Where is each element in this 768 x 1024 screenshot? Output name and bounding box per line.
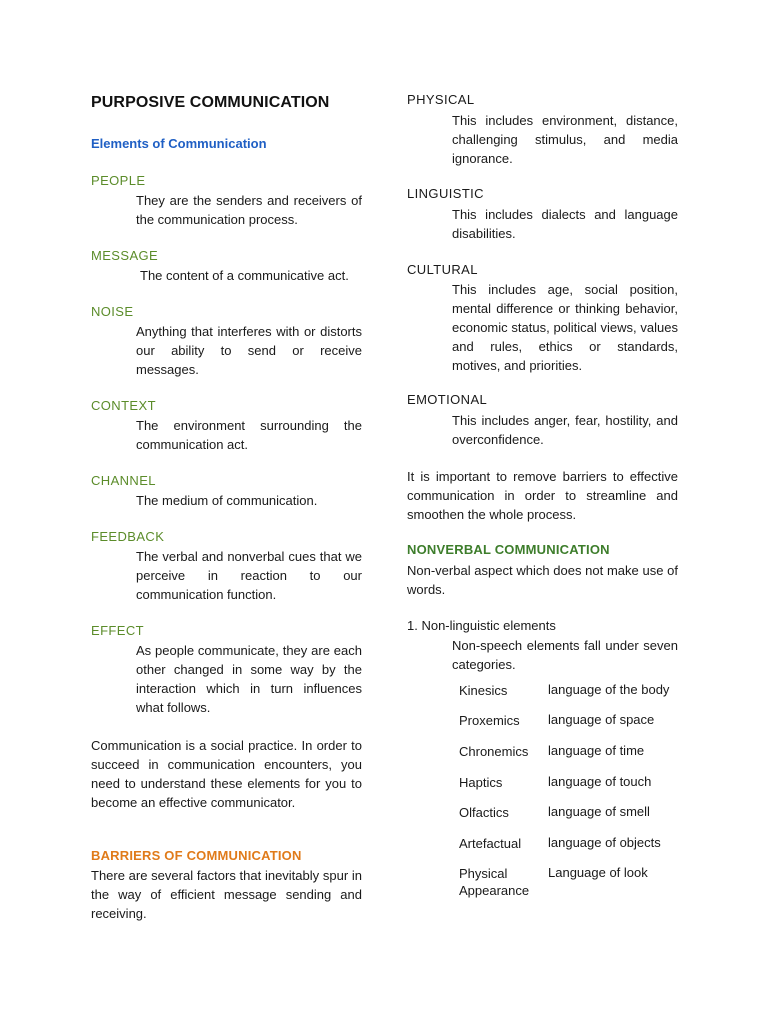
barriers-heading: BARRIERS OF COMMUNICATION (91, 848, 302, 863)
category-name: Olfactics (459, 805, 509, 820)
term-cultural: CULTURAL (407, 262, 478, 277)
category-name: Proxemics (459, 713, 520, 728)
term-feedback: FEEDBACK (91, 529, 165, 544)
def-cultural: This includes age, social position, mental difference or thinking behavior, economic status, political views, values and rules, ethics or standards, motives, and priorities. (452, 282, 678, 373)
term-effect: EFFECT (91, 623, 144, 638)
term-noise: NOISE (91, 304, 134, 319)
def-feedback: The verbal and nonverbal cues that we perceive in reaction to our communication function. (136, 549, 362, 602)
category-desc: Language of look (548, 865, 648, 880)
section-subtitle: Elements of Communication (91, 136, 267, 151)
category-name: Chronemics (459, 744, 529, 759)
category-desc: language of space (548, 712, 655, 727)
category-name: Physical Appearance (459, 866, 530, 898)
term-channel: CHANNEL (91, 473, 156, 488)
def-people: They are the senders and receivers of the communication process. (136, 193, 362, 227)
category-desc: language of the body (548, 682, 670, 697)
barriers-conclusion: It is important to remove barriers to effective communication in order to streamline and smoothen the whole process. (407, 469, 678, 522)
def-physical: This includes environment, distance, challenging stimulus, and media ignorance. (452, 113, 678, 166)
term-message: MESSAGE (91, 248, 159, 263)
category-desc: language of objects (548, 835, 661, 850)
category-name: Kinesics (459, 683, 508, 698)
term-physical: PHYSICAL (407, 92, 475, 107)
barriers-intro: There are several factors that inevitably spur in the way of efficient message sending and receiving. (91, 868, 362, 921)
category-desc: language of time (548, 743, 645, 758)
category-name: Artefactual (459, 836, 522, 851)
list-item-non-linguistic: 1. Non-linguistic elements (407, 618, 556, 633)
def-channel: The medium of communication. (136, 493, 318, 508)
def-context: The environment surrounding the communication act. (136, 418, 362, 452)
category-desc: language of touch (548, 774, 652, 789)
summary-paragraph: Communication is a social practice. In order to succeed in communication encounters, you need to understand these elements for you to become an effective communicator. (91, 738, 362, 810)
category-name: Haptics (459, 775, 503, 790)
def-linguistic: This includes dialects and language disabilities. (452, 207, 678, 241)
page-title: PURPOSIVE COMMUNICATION (91, 94, 330, 111)
category-desc: language of smell (548, 804, 650, 819)
nonverbal-intro: Non-verbal aspect which does not make use of words. (407, 563, 678, 597)
term-linguistic: LINGUISTIC (407, 186, 484, 201)
def-message: The content of a communicative act. (140, 268, 349, 283)
def-effect: As people communicate, they are each other changed in some way by the interaction which in turn influences what follows. (136, 643, 362, 715)
term-context: CONTEXT (91, 398, 156, 413)
def-noise: Anything that interferes with or distorts our ability to send or receive messages. (136, 324, 362, 377)
term-people: PEOPLE (91, 173, 146, 188)
def-emotional: This includes anger, fear, hostility, and overconfidence. (452, 413, 678, 447)
list-item-desc: Non-speech elements fall under seven categories. (452, 638, 678, 672)
nonverbal-heading: NONVERBAL COMMUNICATION (407, 542, 610, 557)
term-emotional: EMOTIONAL (407, 392, 488, 407)
